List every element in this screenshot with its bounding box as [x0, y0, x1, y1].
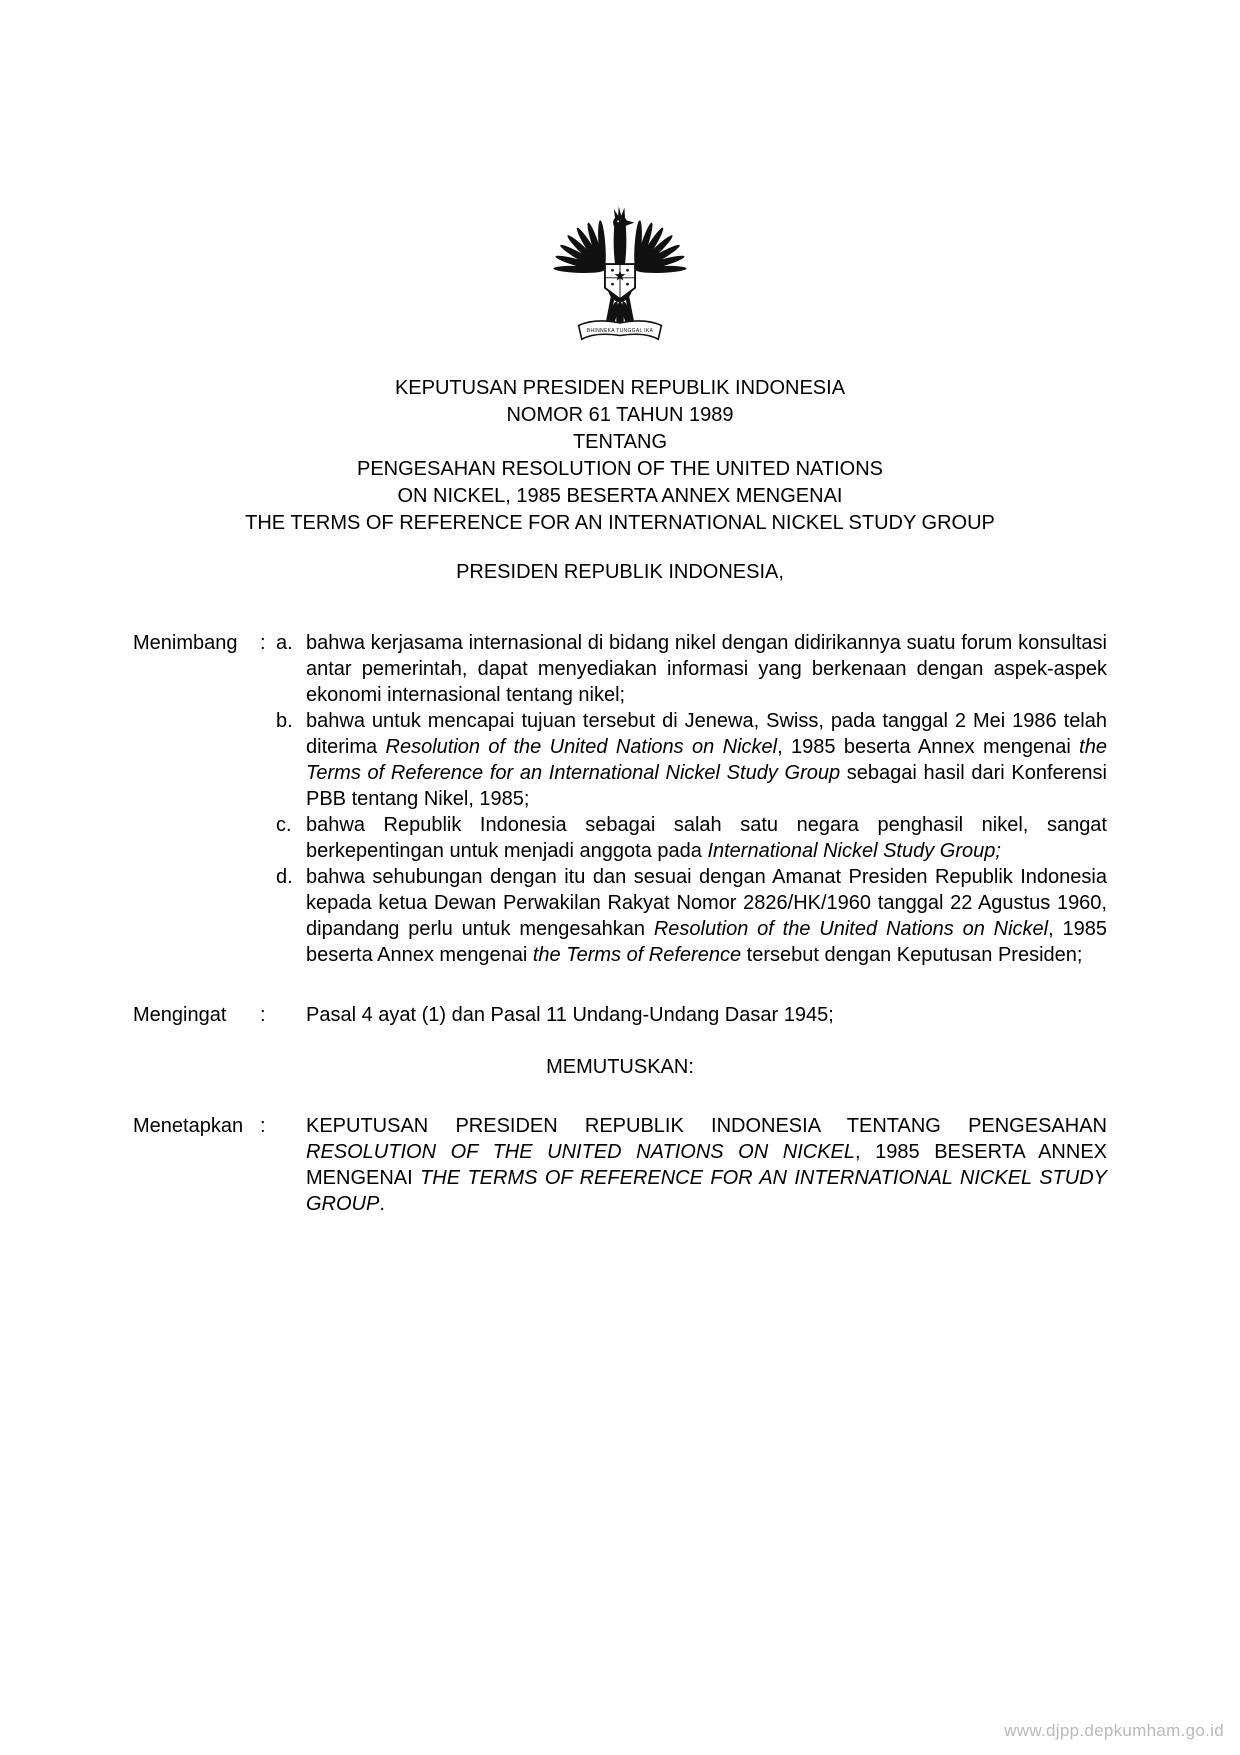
- issuer-heading: PRESIDEN REPUBLIK INDONESIA,: [456, 561, 784, 584]
- decree-subject-line: PENGESAHAN RESOLUTION OF THE UNITED NATIONS: [357, 458, 883, 481]
- decree-tentang-line: TENTANG: [572, 431, 668, 454]
- section-colon: :: [260, 632, 266, 655]
- item-marker: c.: [276, 814, 292, 837]
- section-label-menimbang: Menimbang: [133, 632, 238, 655]
- menetapkan-text: KEPUTUSAN PRESIDEN REPUBLIK INDONESIA TENTANG PENGESAHAN RESOLUTION OF THE UNITED NATIONS ON NICKEL, 1985 BESERTA ANNEX MENGENAI THE TERMS OF REFERENCE FOR AN INTERNATIONAL NICKEL STUDY GROUP.: [306, 1115, 1107, 1216]
- decree-title-line: KEPUTUSAN PRESIDEN REPUBLIK INDONESIA: [394, 377, 846, 400]
- garuda-pancasila-emblem: [551, 190, 689, 353]
- item-marker-spacer: [276, 1002, 306, 1028]
- section-colon: :: [260, 1004, 266, 1027]
- item-text: bahwa kerjasama internasional di bidang nikel dengan didirikannya suatu forum konsultasi antar pemerintah, dapat menyediakan informasi yang berkenaan dengan aspek-aspek ekonomi internasional tentang nikel;: [306, 632, 1107, 707]
- consideration-item-d: [276, 864, 1107, 968]
- decree-title: [133, 375, 1107, 537]
- consideration-item-a: [276, 630, 1107, 708]
- section-label-menetapkan: Menetapkan: [133, 1115, 244, 1138]
- item-text: bahwa Republik Indonesia sebagai salah satu negara penghasil nikel, sangat berkepentingan untuk menjadi anggota pada International Nickel Study Group;: [306, 814, 1107, 863]
- item-marker: b.: [276, 710, 293, 733]
- item-text: bahwa sehubungan dengan itu dan sesuai dengan Amanat Presiden Republik Indonesia kepada ketua Dewan Perwakilan Rakyat Nomor 2826/HK/1960 tanggal 22 Agustus 1960, dipandang perlu untuk mengesahkan Resolution of the United Nations on Nickel, 1985 beserta Annex mengenai the Terms of Reference tersebut dengan Keputusan Presiden;: [306, 866, 1108, 967]
- memutuskan-heading: MEMUTUSKAN:: [546, 1056, 694, 1079]
- decree-number-line: NOMOR 61 TAHUN 1989: [506, 404, 734, 427]
- section-colon: :: [260, 1115, 266, 1138]
- section-mengingat: [133, 1002, 1107, 1028]
- decree-subject-line: ON NICKEL, 1985 BESERTA ANNEX MENGENAI: [397, 485, 843, 508]
- mengingat-text: Pasal 4 ayat (1) dan Pasal 11 Undang-Undang Dasar 1945;: [306, 1004, 834, 1027]
- section-menetapkan: [133, 1113, 1107, 1217]
- consideration-item-b: [276, 708, 1107, 812]
- section-menimbang: [133, 630, 1107, 968]
- decree-subject-line: THE TERMS OF REFERENCE FOR AN INTERNATIONAL NICKEL STUDY GROUP: [245, 512, 995, 535]
- item-text: bahwa untuk mencapai tujuan tersebut di Jenewa, Swiss, pada tanggal 2 Mei 1986 telah diterima Resolution of the United Nations on Nickel, 1985 beserta Annex mengenai the Terms of Reference for an International Nickel Study Group sebagai hasil dari Konferensi PBB tentang Nikel, 1985;: [306, 710, 1108, 811]
- consideration-item-c: [276, 812, 1107, 864]
- item-marker-spacer: [276, 1113, 306, 1217]
- emblem-motto-text: BHINNEKA TUNGGAL IKA: [586, 327, 654, 334]
- item-marker: a.: [276, 632, 293, 655]
- watermark-url: www.djpp.depkumham.go.id: [1004, 1721, 1224, 1740]
- section-label-mengingat: Mengingat: [133, 1004, 227, 1027]
- item-marker: d.: [276, 866, 293, 889]
